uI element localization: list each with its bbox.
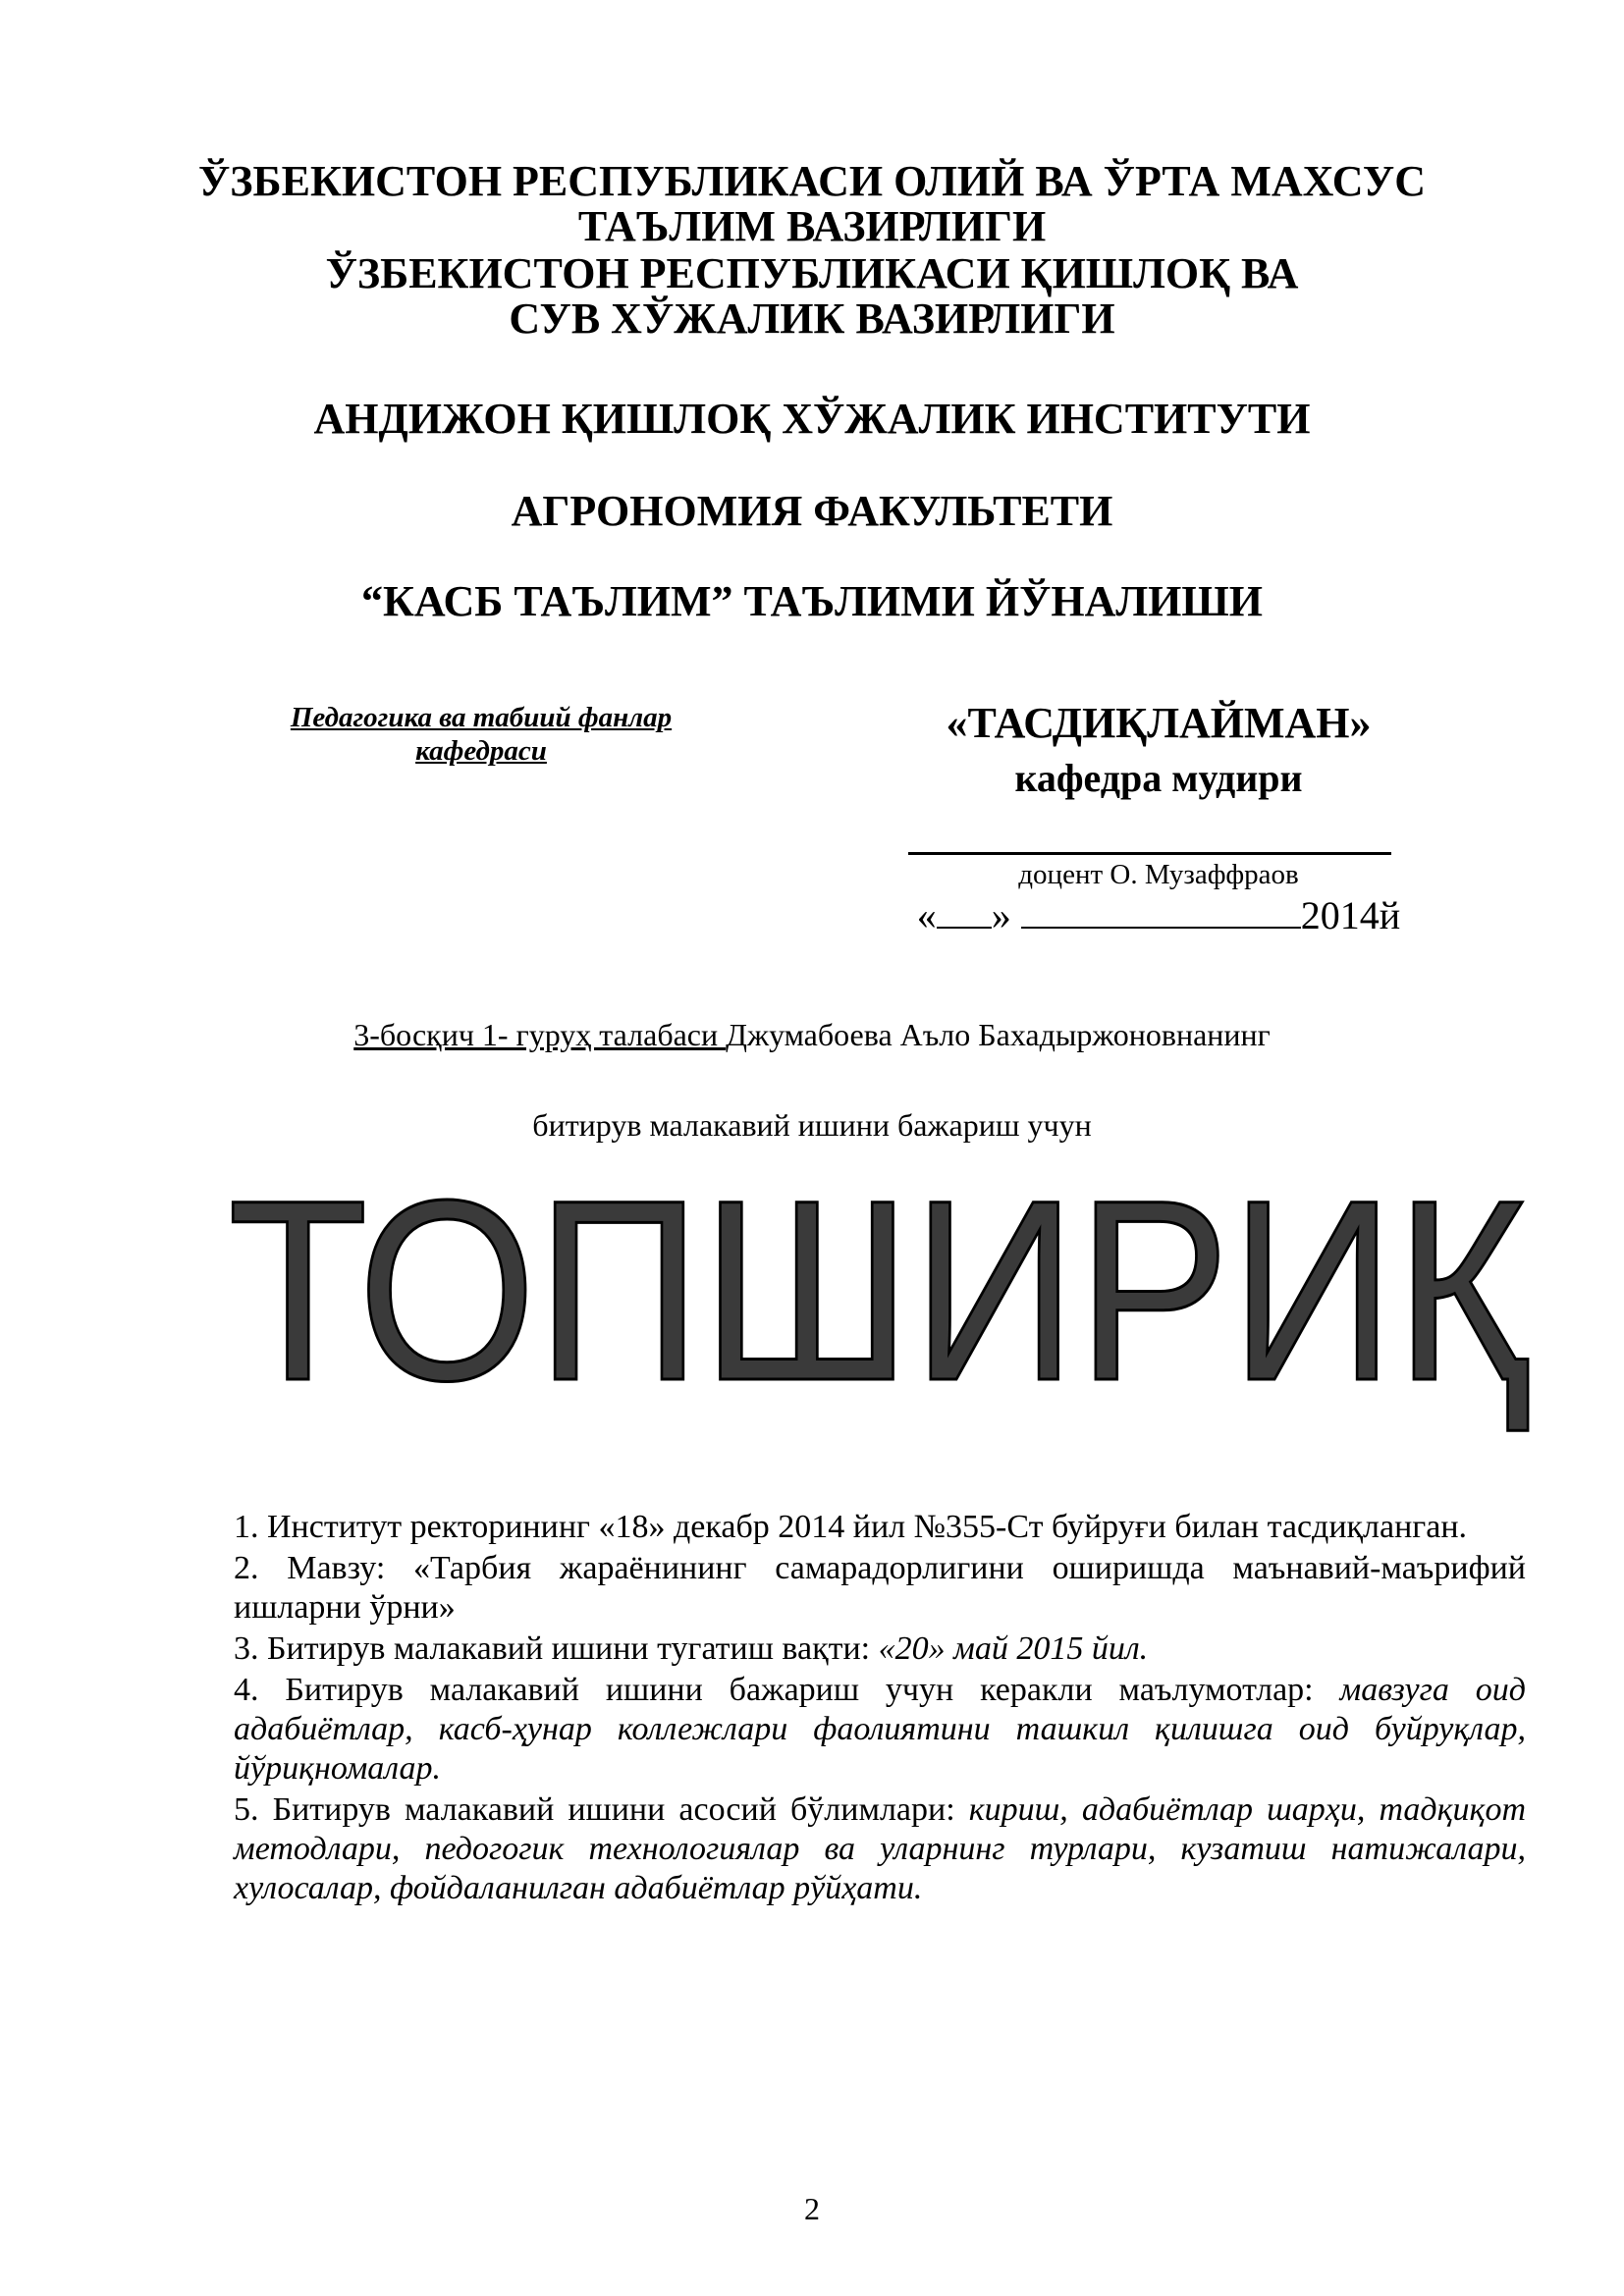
task-items [234, 1508, 1526, 1910]
purpose-line: битирув малакавий ишини бажариш учун [532, 1107, 1092, 1143]
task-item-3 [234, 1629, 1526, 1669]
faculty-name: АГРОНОМИЯ ФАКУЛЬТЕТИ [511, 487, 1113, 535]
task-item-4 [234, 1671, 1526, 1789]
approval-title: «ТАСДИҚЛАЙМАН» [946, 699, 1372, 747]
ministry-agriculture [0, 251, 1624, 342]
task-item-5 [234, 1790, 1526, 1908]
department-label [216, 701, 746, 768]
task-item-1: 1. Институт ректорининг «18» декабр 2014 йил №355-Ст буйруғи билан тасдиқланган. [234, 1509, 1468, 1545]
task-item-5-label: 5. Битирув малакавий ишини асосий бўлимлари: [234, 1791, 969, 1828]
task-item-5-value: кириш, адабиётлар шарҳи, тадқиқот методлари, педогогик технологиялар ва уларнинг турлари, кузатиш натижалари, хулосалар, фойдаланилган адабиётлар рўйҳати. [234, 1791, 1526, 1906]
ministry-education-line1: ЎЗБЕКИСТОН РЕСПУБЛИКАСИ ОЛИЙ ВА ЎРТА МАХСУС [197, 157, 1426, 205]
department-line2: кафедраси [415, 735, 547, 767]
task-item-3-value: «20» май 2015 йил. [878, 1630, 1149, 1667]
task-item-2: 2. Мавзу: «Тарбия жараёнининг самарадорлигини оширишда маънавий-маърифий ишларни ўрни» [234, 1550, 1526, 1626]
student-name: Джумабоева Аъло Бахадыржоновнанинг [726, 1017, 1271, 1052]
date-month-blank [1021, 897, 1301, 929]
ministry-education-line2: ТАЪЛИМ ВАЗИРЛИГИ [577, 202, 1047, 250]
big-title-text: ТОПШИРИҚ [228, 1147, 1532, 1434]
date-open-quote: « [916, 893, 937, 937]
signer-name: доцент О. Музаффраов [1018, 859, 1299, 890]
approval-subtitle: кафедра мудири [1014, 756, 1303, 800]
ministry-agriculture-line2: СУВ ХЎЖАЛИК ВАЗИРЛИГИ [509, 294, 1115, 343]
date-close-quote: » [991, 893, 1021, 937]
direction-name: “КАСБ ТАЪЛИМ” ТАЪЛИМИ ЙЎНАЛИШИ [361, 577, 1263, 625]
ministry-education [0, 159, 1624, 249]
department-line1: Педагогика ва табиий фанлар [290, 702, 673, 733]
approval-date [864, 893, 1453, 938]
date-year: 2014й [1300, 893, 1401, 937]
date-day-blank [937, 897, 992, 929]
task-item-4-value: мавзуга оид адабиётлар, касб-ҳунар коллежлари фаолиятини ташкил қилишга оид буйруқлар, йўриқномалар. [234, 1672, 1526, 1787]
task-item-4-label: 4. Битирув малакавий ишини бажариш учун керакли маълумотлар: [234, 1672, 1340, 1708]
student-line [0, 1016, 1624, 1053]
page-number: 2 [804, 2191, 820, 2226]
task-item-3-label: 3. Битирув малакавий ишини тугатиш вақти: [234, 1630, 879, 1667]
institute-name: АНДИЖОН ҚИШЛОҚ ХЎЖАЛИК ИНСТИТУТИ [313, 395, 1311, 443]
big-title [224, 1147, 1540, 1434]
student-group: 3-босқич 1- гуруҳ талабаси [353, 1017, 727, 1052]
signature-line [908, 852, 1391, 855]
ministry-agriculture-line1: ЎЗБЕКИСТОН РЕСПУБЛИКАСИ ҚИШЛОҚ ВА [325, 249, 1299, 297]
